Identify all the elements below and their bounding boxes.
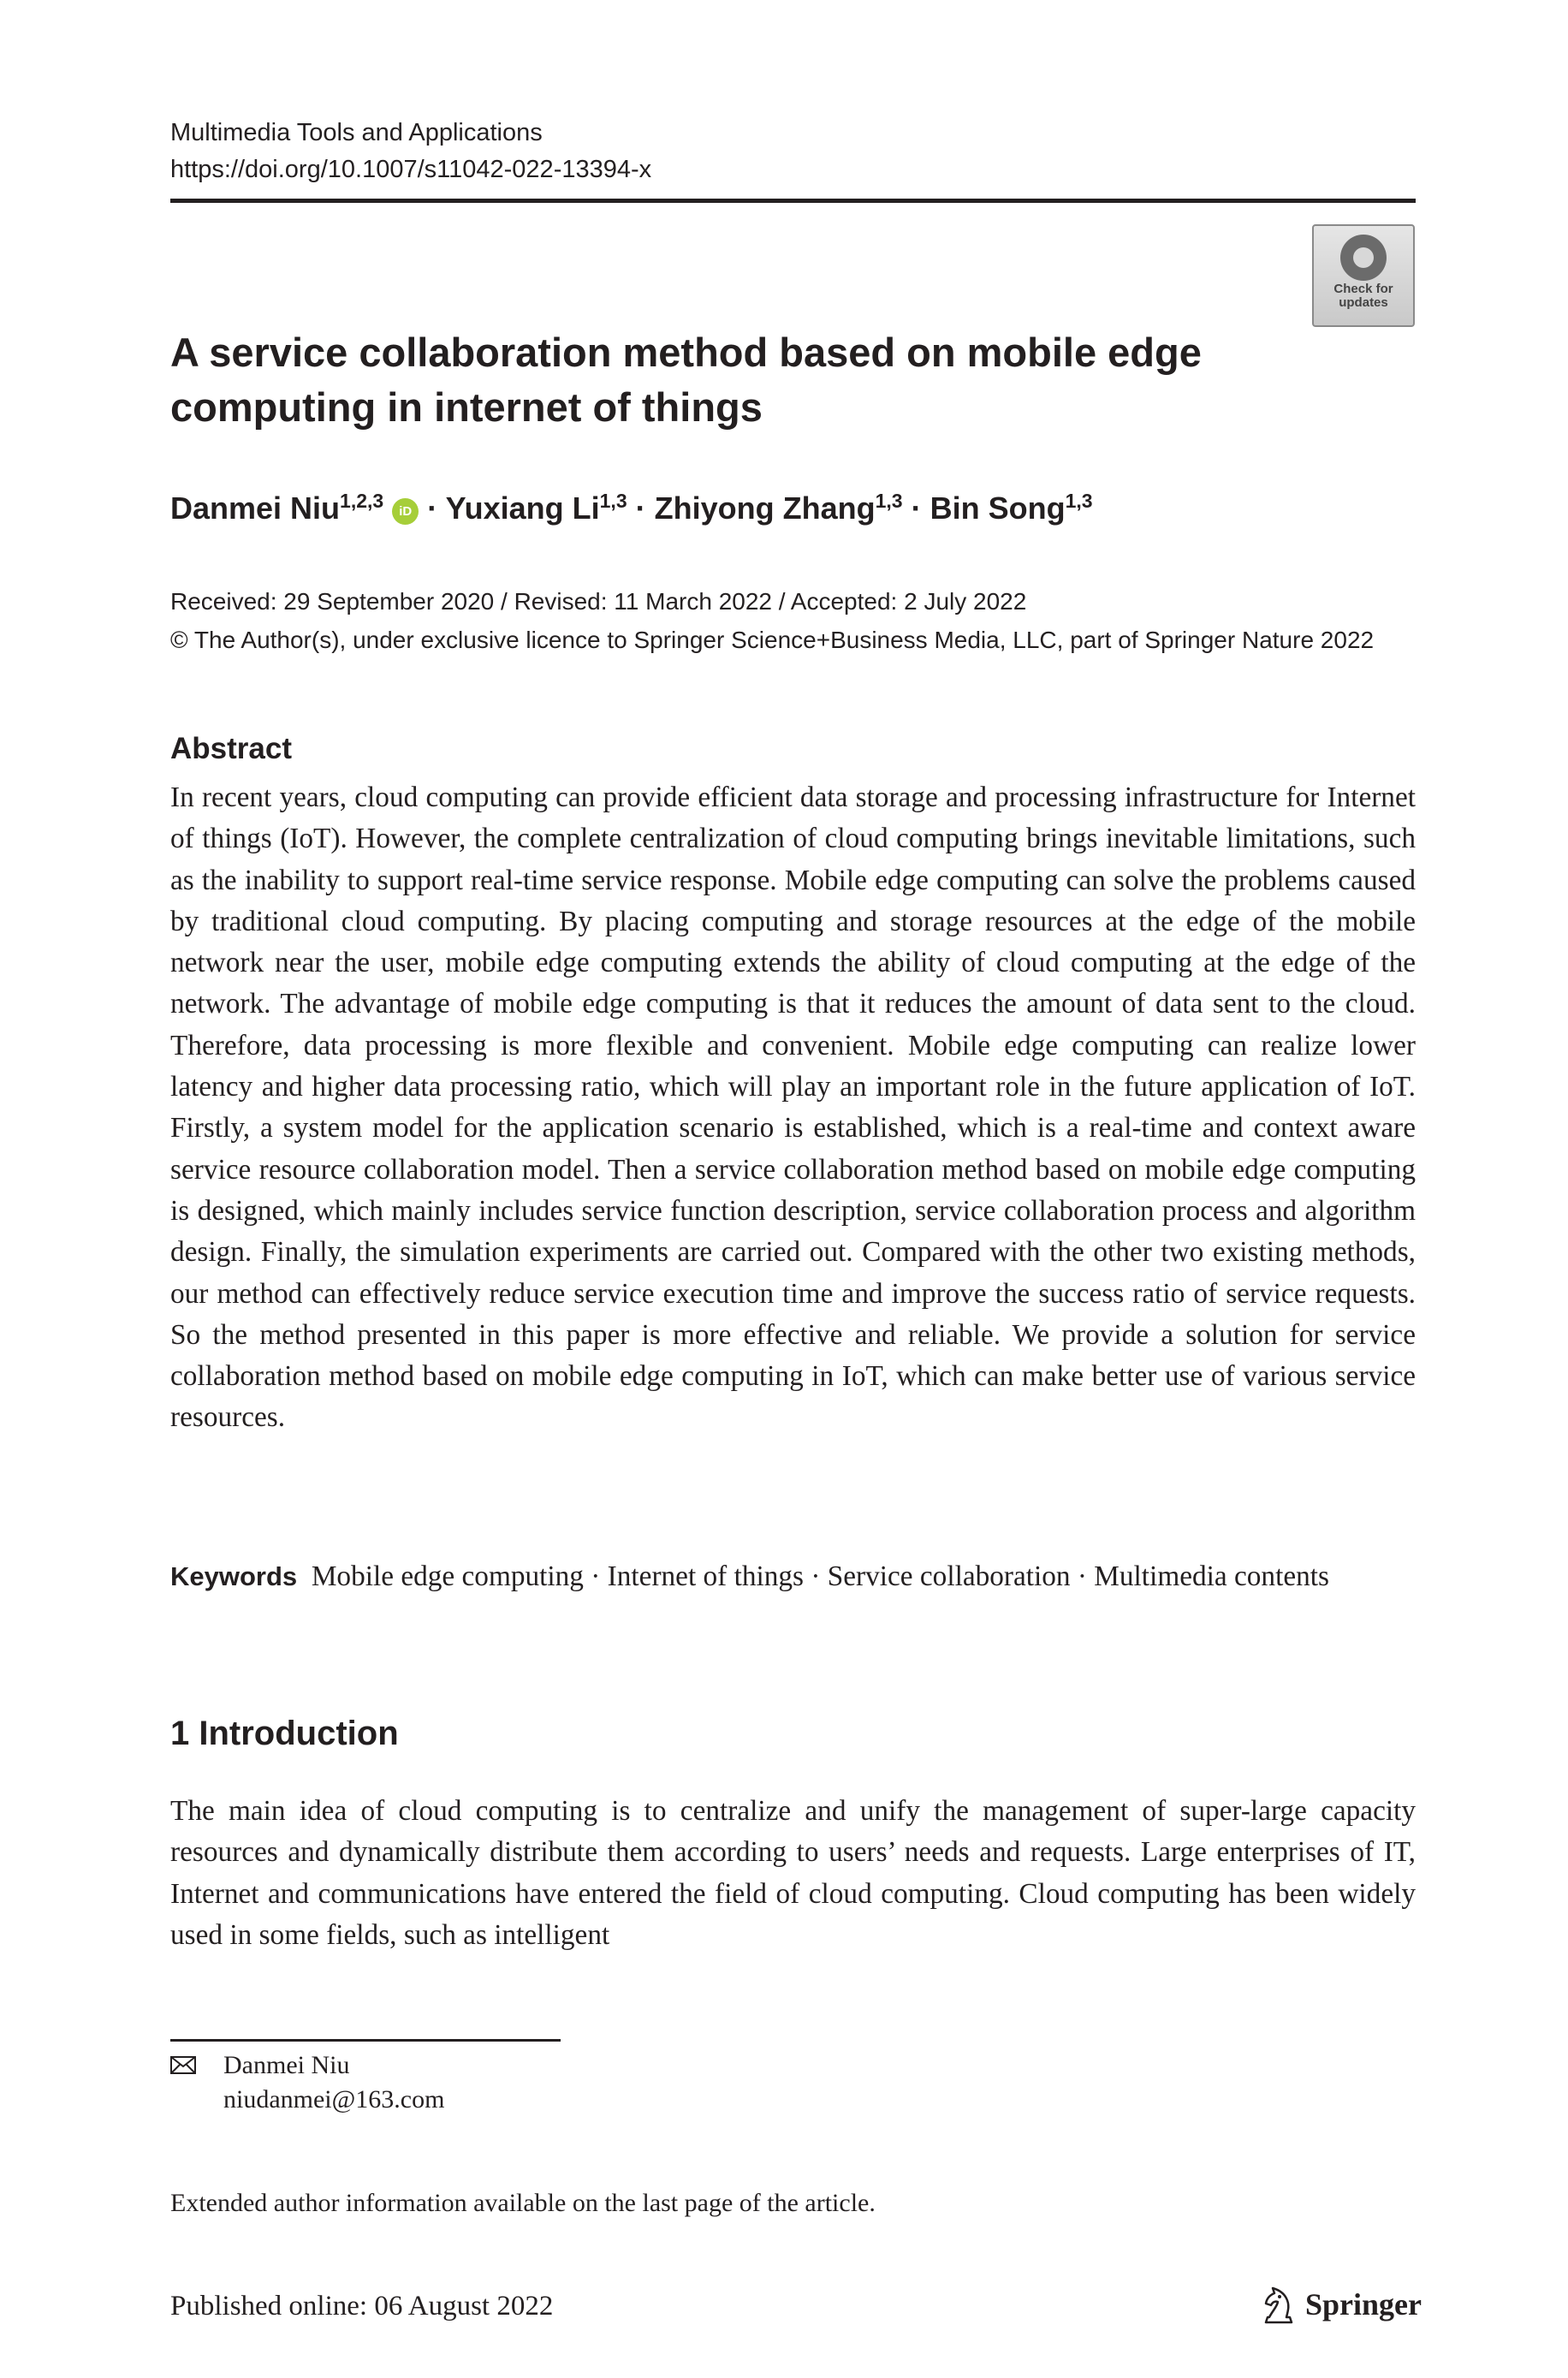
keywords [170, 1556, 1416, 1597]
badge-line-2: updates [1339, 295, 1388, 310]
author-name: Bin Song [930, 490, 1066, 526]
article-dates [170, 582, 1374, 659]
title-line-2: computing in internet of things [170, 384, 763, 430]
keywords-label: Keywords [170, 1561, 298, 1591]
badge-line-1: Check for [1333, 282, 1393, 296]
springer-logo [1261, 2284, 1422, 2325]
publisher-name: Springer [1305, 2287, 1422, 2322]
author-list [170, 490, 1093, 526]
published-online-date: Published online: 06 August 2022 [170, 2291, 554, 2322]
author-separator: · [635, 490, 646, 526]
paper-title [170, 325, 1249, 435]
check-for-updates-badge[interactable] [1312, 224, 1415, 327]
author-name: Yuxiang Li [445, 490, 600, 526]
introduction-text: The main idea of cloud computing is to centralize and unify the management of super-large capacity resources and dynamically distribute them according to users’ needs and requests. Large enterprises of IT, Internet and communications have entered the field of cloud computing. Cloud computing has been widely used in some fields, such as intelligent [170, 1795, 1416, 1951]
author-separator: · [427, 490, 438, 526]
copyright-notice: © The Author(s), under exclusive licence to Springer Science+Business Media, LLC, part of Springer Nature 2022 [170, 627, 1375, 653]
author-affiliation: 1,3 [599, 490, 627, 512]
check-for-updates-icon [1340, 235, 1387, 281]
author-name: Zhiyong Zhang [654, 490, 876, 526]
journal-name: Multimedia Tools and Applications [170, 119, 543, 146]
header-rule [170, 199, 1416, 203]
abstract-heading: Abstract [170, 732, 292, 765]
extended-author-info: Extended author information available on the last page of the article. [170, 2189, 876, 2217]
title-line-1: A service collaboration method based on mobile edge [170, 330, 1202, 375]
section-heading-introduction: 1 Introduction [170, 1715, 399, 1752]
author-affiliation: 1,2,3 [340, 490, 384, 512]
keywords-text: Mobile edge computing · Internet of things · Service collaboration · Multimedia contents [311, 1561, 1329, 1592]
envelope-icon [170, 2056, 196, 2074]
author-affiliation: 1,3 [875, 490, 903, 512]
author-affiliation: 1,3 [1065, 490, 1093, 512]
corresponding-author-name: Danmei Niu [223, 2051, 350, 2079]
abstract-text: In recent years, cloud computing can provide efficient data storage and processing infrastructure for Internet of things (IoT). However, the complete centralization of cloud computing brings inevitable limitations, such as the inability to support real-time service response. Mobile edge computing can solve the problems caused by traditional cloud computing. By placing computing and storage resources at the edge of the mobile network near the user, mobile edge computing extends the ability of cloud computing at the edge of the network. The advantage of mobile edge computing is that it reduces the amount of data sent to the cloud. Therefore, data processing is more flexible and convenient. Mobile edge computing can realize lower latency and higher data processing ratio, which will play an important role in the future application of IoT. Firstly, a system model for the application scenario is established, which is a real-time and context aware service resource collaboration model. Then a service collaboration method based on mobile edge computing is designed, which mainly includes service function description, service collaboration process and algorithm design. Finally, the simulation experiments are carried out. Compared with the other two existing methods, our method can effectively reduce service execution time and improve the success ratio of service requests. So the method presented in this paper is more effective and reliable. We provide a solution for service collaboration method based on mobile edge computing in IoT, which can make better use of various service resources. [170, 782, 1416, 1434]
article-history: Received: 29 September 2020 / Revised: 11 March 2022 / Accepted: 2 July 2022 [170, 588, 1027, 615]
footnote-rule [170, 2039, 561, 2042]
author-separator: · [911, 490, 922, 526]
orcid-icon[interactable]: iD [392, 498, 419, 525]
springer-knight-icon [1261, 2285, 1297, 2324]
journal-header [170, 115, 651, 188]
doi-link[interactable]: https://doi.org/10.1007/s11042-022-13394-x [170, 156, 652, 183]
corresponding-author-email[interactable]: niudanmei@163.com [223, 2085, 445, 2113]
author-name: Danmei Niu [170, 490, 341, 526]
